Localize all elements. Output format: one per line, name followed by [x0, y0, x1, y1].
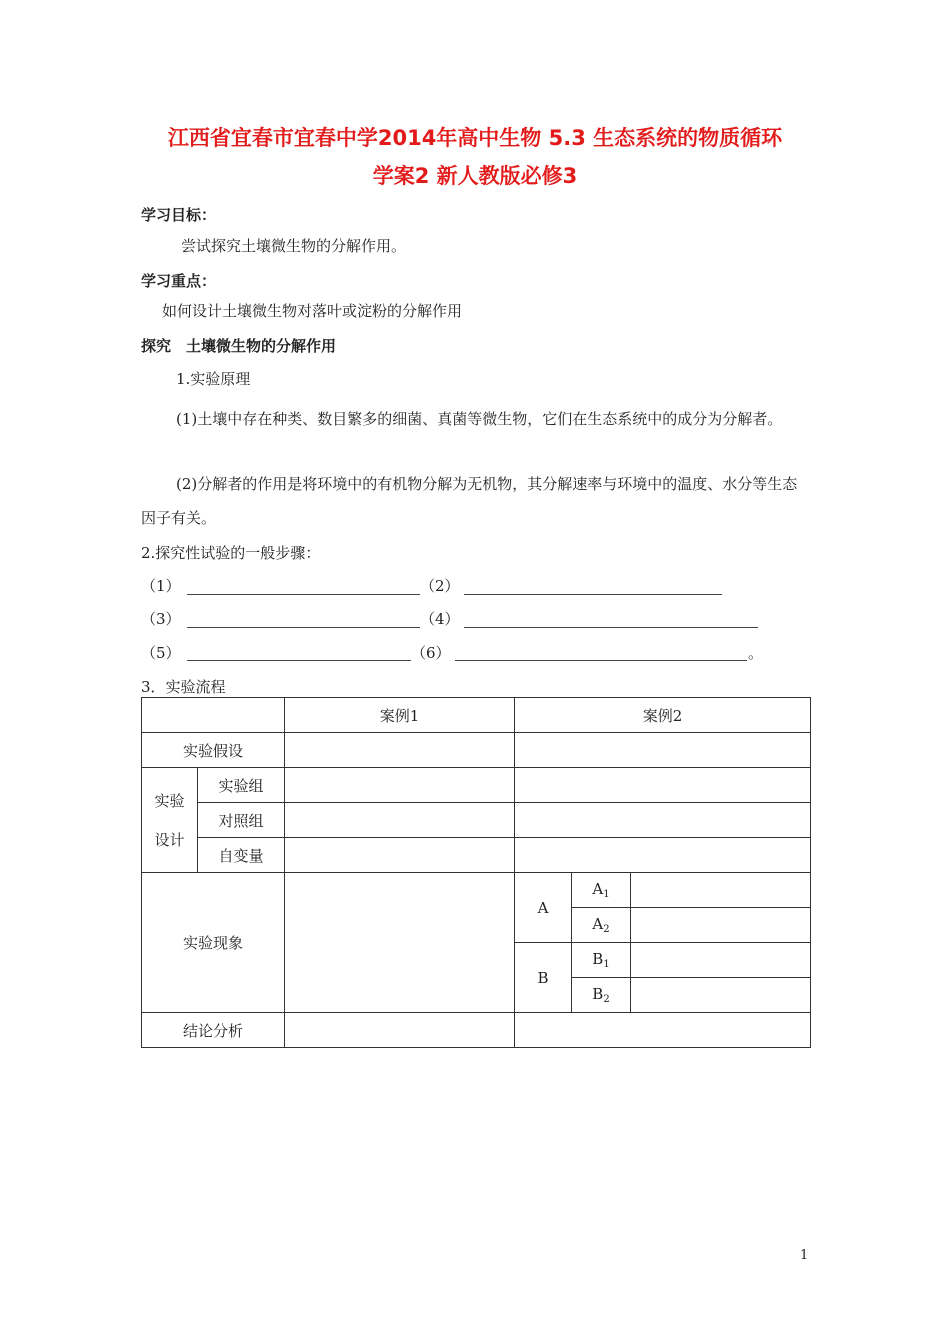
header-case-2: 案例2: [515, 698, 811, 733]
sub-label-a1: $A_1$: [572, 873, 631, 908]
step-3-label: （3）: [141, 610, 181, 628]
principle-heading: 1.实验原理: [176, 370, 251, 388]
step-4-blank[interactable]: [464, 627, 758, 628]
table-row: [142, 803, 811, 838]
step-3-blank[interactable]: [187, 627, 420, 628]
row-label-hypothesis: 实验假设: [142, 733, 285, 768]
group-a-label: A: [515, 873, 572, 943]
hypothesis-case-1-cell[interactable]: [285, 733, 515, 768]
control-group-case-1-cell[interactable]: [285, 803, 515, 838]
variable-case-2-cell[interactable]: [515, 838, 811, 873]
design-label-line-2: 设计: [154, 831, 185, 849]
header-case-1: 案例1: [285, 698, 515, 733]
b2-result-cell[interactable]: [631, 978, 811, 1013]
step-6-label: （6）: [411, 644, 451, 662]
table-row: [142, 838, 811, 873]
page-number: 1: [800, 1248, 809, 1263]
row-label-independent-variable: 自变量: [198, 838, 285, 873]
goal-text: 尝试探究土壤微生物的分解作用。: [181, 237, 407, 255]
phenomenon-case-1-cell[interactable]: [285, 873, 515, 1013]
row-label-phenomenon: 实验现象: [142, 873, 285, 1013]
a1-result-cell[interactable]: [631, 873, 811, 908]
header-empty-cell: [142, 698, 285, 733]
row-label-control-group: 对照组: [198, 803, 285, 838]
step-1-label: （1）: [141, 577, 181, 595]
step-5-label: （5）: [141, 644, 181, 662]
step-4-label: （4）: [420, 610, 460, 628]
table-row: [142, 768, 811, 803]
row-label-conclusion: 结论分析: [142, 1013, 285, 1048]
step-6-end-mark: 。: [748, 644, 764, 662]
control-group-case-2-cell[interactable]: [515, 803, 811, 838]
step-1-blank[interactable]: [187, 594, 420, 595]
sub-label-a2: $A_2$: [572, 908, 631, 943]
step-2-blank[interactable]: [464, 594, 722, 595]
design-label-line-1: 实验: [154, 792, 185, 810]
explore-heading: 探究 土壤微生物的分解作用: [141, 337, 337, 355]
principle-paragraph-2: (2)分解者的作用是将环境中的有机物分解为无机物，其分解速率与环境中的温度、水分等生态因子有关。: [141, 475, 798, 527]
focus-text: 如何设计土壤微生物对落叶或淀粉的分解作用: [162, 302, 463, 320]
row-label-experimental-group: 实验组: [198, 768, 285, 803]
step-5-blank[interactable]: [187, 660, 411, 661]
table-row: [142, 873, 811, 908]
page-title-line-1: 江西省宜春市宜春中学2014年高中生物 5.3 生态系统的物质循环: [167, 126, 783, 150]
group-b-label: B: [515, 943, 572, 1013]
experimental-group-case-2-cell[interactable]: [515, 768, 811, 803]
conclusion-case-1-cell[interactable]: [285, 1013, 515, 1048]
principle-paragraph-1: (1)土壤中存在种类、数目繁多的细菌、真菌等微生物，它们在生态系统中的成分为分解者。: [176, 410, 783, 428]
hypothesis-case-2-cell[interactable]: [515, 733, 811, 768]
goal-heading: 学习目标：: [141, 206, 217, 224]
page-title-line-2: 学案2 新人教版必修3: [372, 164, 578, 188]
flow-heading: 3．实验流程: [141, 678, 226, 696]
experiment-flow-table: [141, 697, 811, 1048]
row-label-design: [142, 768, 198, 873]
experimental-group-case-1-cell[interactable]: [285, 768, 515, 803]
focus-heading: 学习重点：: [141, 272, 217, 290]
sub-label-b2: $B_2$: [572, 978, 631, 1013]
variable-case-1-cell[interactable]: [285, 838, 515, 873]
table-row: [142, 1013, 811, 1048]
sub-label-b1: $B_1$: [572, 943, 631, 978]
table-header-row: [142, 698, 811, 733]
step-6-blank[interactable]: [455, 660, 747, 661]
conclusion-case-2-cell[interactable]: [515, 1013, 811, 1048]
a2-result-cell[interactable]: [631, 908, 811, 943]
table-row: [142, 733, 811, 768]
steps-heading: 2.探究性试验的一般步骤：: [141, 544, 321, 562]
step-2-label: （2）: [420, 577, 460, 595]
b1-result-cell[interactable]: [631, 943, 811, 978]
